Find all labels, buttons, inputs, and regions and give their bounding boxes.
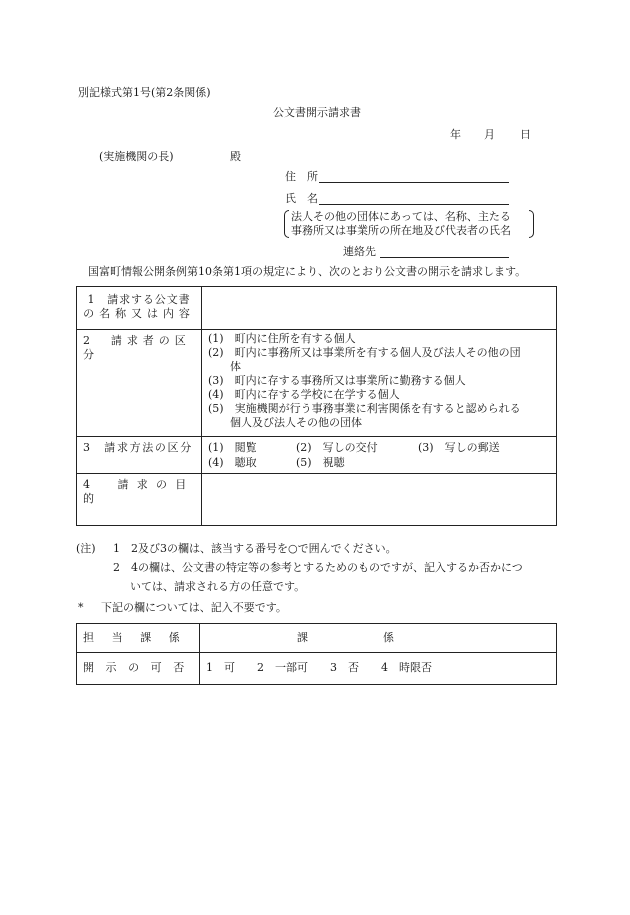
contact-label: 連絡先 [343,245,376,258]
request-method-cell[interactable] [202,437,557,474]
table-row [77,287,557,330]
category-option-2[interactable]: (2) 町内に事務所又は事業所を有する個人及び法人その他の団 [208,346,521,359]
method-option-1[interactable]: (1) 閲覧 [208,441,257,454]
table-row [77,437,557,474]
requester-category-cell[interactable] [202,330,557,437]
row1-label-cell [77,287,202,330]
office-header-ka: 課 [297,631,308,644]
form-title: 公文書開示請求書 [273,106,361,119]
row4-label-cell [77,474,202,526]
note-2-line2: いては、請求される方の任意です。 [130,580,306,593]
office-header-cell [200,624,557,653]
note-1: 1 2及び3の欄は、該当する番号を○で囲んでください。 [113,542,397,555]
row2-label-cell [77,330,202,437]
notes-prefix: (注) [76,542,96,555]
category-option-3[interactable]: (3) 町内に存する事務所又は事業所に勤務する個人 [208,374,466,387]
name-label: 氏 名 [285,192,318,205]
category-option-1[interactable]: (1) 町内に住所を有する個人 [208,332,356,345]
form-number: 別記様式第1号(第2条関係) [78,86,211,99]
table-row [77,474,557,526]
address-field[interactable] [319,170,509,183]
requester-note-line1: 法人その他の団体にあっては、名称、主たる [291,210,511,223]
category-option-2-cont: 体 [230,360,241,373]
date-month: 月 [484,128,495,141]
document-name-field[interactable] [202,287,557,330]
intro-text: 国富町情報公開条例第10条第1項の規定により、次のとおり公文書の開示を請求します。 [88,265,527,278]
row2-label: 2 請求者の区分 [83,334,191,361]
row1-label-line1: 1 請求する公文書 [87,293,191,306]
method-option-5[interactable]: (5) 視聴 [296,456,345,469]
row4-label: 4 請求の目的 [83,478,195,505]
note-bracket-right [529,210,534,238]
table-row [77,624,557,653]
row3-label: 3 請求方法の区分 [83,441,193,454]
method-option-2[interactable]: (2) 写しの交付 [296,441,378,454]
requester-note-line2: 事務所又は事業所の所在地及び代表者の氏名 [291,224,511,237]
purpose-field[interactable] [202,474,557,526]
addressee-label: (実施機関の長) [99,150,174,163]
row1-label-line2: の名称又は内容 [83,307,195,320]
table-row [77,653,557,685]
category-option-4[interactable]: (4) 町内に存する学校に在学する個人 [208,388,400,401]
category-option-5[interactable]: (5) 実施機関が行う事務事業に利害関係を有すると認められる [208,402,521,415]
note-bracket-left [284,210,289,238]
asterisk-mark: * [78,601,84,614]
category-option-5-cont: 個人及び法人その他の団体 [230,416,362,429]
office-note: 下記の欄については、記入不要です。 [101,601,287,614]
table-row [77,330,557,437]
disclosure-decision-cell [200,653,557,685]
contact-field[interactable] [380,245,509,258]
date-year: 年 [450,128,461,141]
method-option-3[interactable]: (3) 写しの郵送 [418,441,500,454]
row3-label-cell [77,437,202,474]
name-field[interactable] [319,192,509,205]
address-label: 住 所 [285,170,318,183]
addressee-honorific: 殿 [230,150,241,163]
method-option-4[interactable]: (4) 聴取 [208,456,257,469]
office-row-label-cell [77,653,200,685]
date-day: 日 [520,128,531,141]
office-header-kakari: 係 [383,631,394,644]
office-row-label: 開示の可否 [83,661,196,674]
office-table [76,623,557,685]
office-header-label-cell [77,624,200,653]
note-2-line1: 2 4の欄は、公文書の特定等の参考とするためのものですが、記入するか否かにつ [113,561,523,574]
request-table [76,286,557,526]
disclosure-options: 1 可 2 一部可 3 否 4 時限否 [206,661,432,674]
office-header-label: 担当課係 [83,631,198,644]
